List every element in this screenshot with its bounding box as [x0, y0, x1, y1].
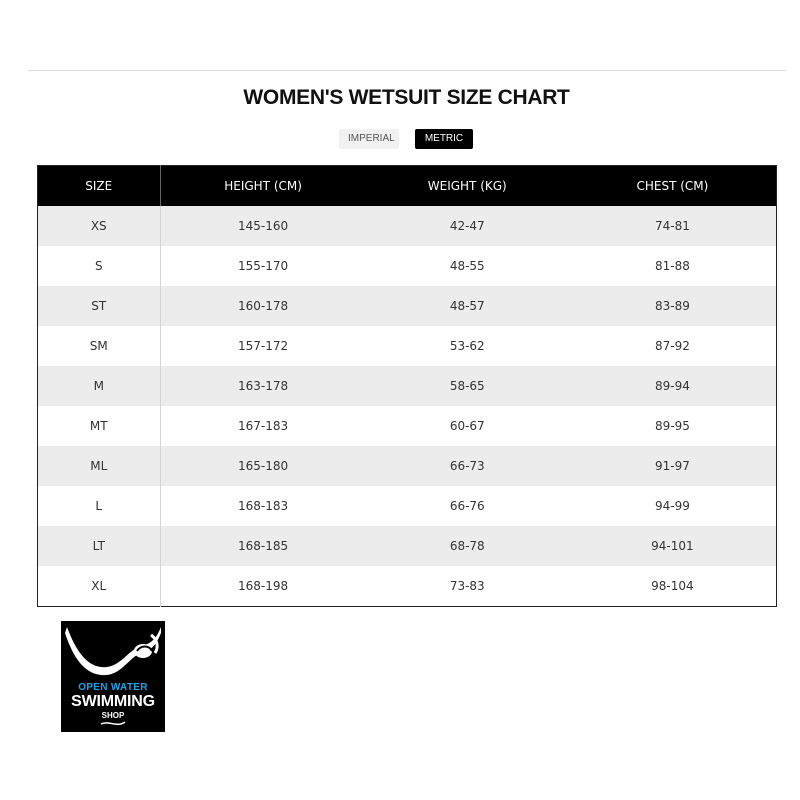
table-row — [38, 246, 777, 286]
height-cell: 145-160 — [160, 206, 366, 246]
weight-cell: 42-47 — [366, 206, 569, 246]
height-cell: 163-178 — [160, 366, 366, 406]
weight-cell: 48-55 — [366, 246, 569, 286]
weight-cell: 60-67 — [366, 406, 569, 446]
table-body — [38, 206, 777, 607]
header-chest: CHEST (CM) — [569, 166, 777, 207]
logo-text-open-water: OPEN WATER — [78, 682, 148, 693]
weight-cell: 53-62 — [366, 326, 569, 366]
table-row — [38, 526, 777, 566]
unit-toggle — [339, 129, 473, 149]
header-weight: WEIGHT (KG) — [366, 166, 569, 207]
weight-cell: 68-78 — [366, 526, 569, 566]
size-cell: XL — [38, 566, 161, 607]
weight-cell: 66-73 — [366, 446, 569, 486]
size-cell: L — [38, 486, 161, 526]
header-size: SIZE — [38, 166, 161, 207]
size-cell: M — [38, 366, 161, 406]
table-header-row — [38, 166, 777, 207]
size-cell: LT — [38, 526, 161, 566]
imperial-toggle-button[interactable]: IMPERIAL — [339, 129, 399, 149]
height-cell: 157-172 — [160, 326, 366, 366]
chest-cell: 74-81 — [569, 206, 777, 246]
height-cell: 168-198 — [160, 566, 366, 607]
chest-cell: 94-101 — [569, 526, 777, 566]
height-cell: 168-185 — [160, 526, 366, 566]
logo-text-shop: SHOP — [101, 711, 125, 720]
height-cell: 155-170 — [160, 246, 366, 286]
weight-cell: 66-76 — [366, 486, 569, 526]
chest-cell: 98-104 — [569, 566, 777, 607]
table-row — [38, 366, 777, 406]
size-chart-table — [37, 165, 777, 607]
size-cell: SM — [38, 326, 161, 366]
size-cell: MT — [38, 406, 161, 446]
size-cell: ST — [38, 286, 161, 326]
weight-cell: 73-83 — [366, 566, 569, 607]
header-height: HEIGHT (CM) — [160, 166, 366, 207]
height-cell: 167-183 — [160, 406, 366, 446]
size-cell: S — [38, 246, 161, 286]
wave-swimmer-icon — [61, 621, 165, 681]
chest-cell: 89-94 — [569, 366, 777, 406]
table-row — [38, 286, 777, 326]
chest-cell: 81-88 — [569, 246, 777, 286]
chest-cell: 89-95 — [569, 406, 777, 446]
height-cell: 160-178 — [160, 286, 366, 326]
open-water-swimming-shop-logo — [61, 621, 165, 732]
metric-toggle-button[interactable]: METRIC — [415, 129, 473, 149]
chest-cell: 87-92 — [569, 326, 777, 366]
chest-cell: 83-89 — [569, 286, 777, 326]
weight-cell: 48-57 — [366, 286, 569, 326]
size-cell: XS — [38, 206, 161, 246]
logo-text-swimming: SWIMMING — [71, 693, 155, 710]
height-cell: 168-183 — [160, 486, 366, 526]
table-row — [38, 446, 777, 486]
table-row — [38, 486, 777, 526]
table-row — [38, 406, 777, 446]
table-row — [38, 566, 777, 607]
height-cell: 165-180 — [160, 446, 366, 486]
top-divider — [28, 70, 786, 71]
chest-cell: 94-99 — [569, 486, 777, 526]
weight-cell: 58-65 — [366, 366, 569, 406]
page-title: WOMEN'S WETSUIT SIZE CHART — [243, 86, 570, 109]
chest-cell: 91-97 — [569, 446, 777, 486]
size-cell: ML — [38, 446, 161, 486]
table-row — [38, 206, 777, 246]
table-row — [38, 326, 777, 366]
